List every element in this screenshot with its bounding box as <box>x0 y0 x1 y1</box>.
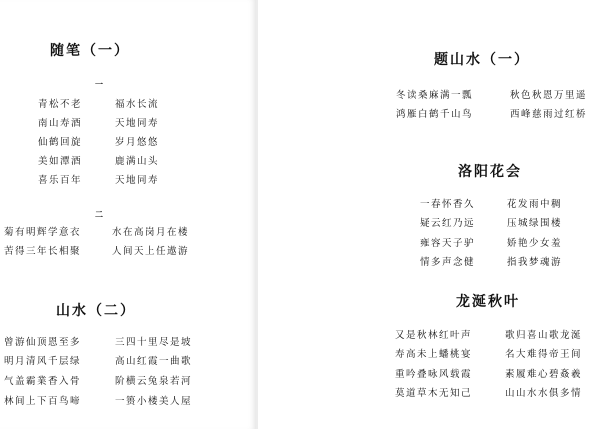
couplet-first-line: 仙鹤回旋 <box>38 137 83 148</box>
section-title-longxian-qiuye: 龙涎秋叶 <box>456 294 520 310</box>
couplet-second-line: 三四十里尽是坡 <box>115 337 193 348</box>
couplet-first-line: 冬读桑麻满一瓢 <box>396 90 474 101</box>
couplet-second-line: 天地同寿 <box>115 118 160 129</box>
couplet-second-line: 歌归喜山歌龙涎 <box>505 330 583 341</box>
couplet-second-line: 福水长流 <box>115 99 160 110</box>
subsection-number-2: 二 <box>95 209 103 219</box>
couplet-first-line: 情多声念健 <box>420 257 476 268</box>
couplet-first-line: 雍容天子驴 <box>420 238 476 249</box>
couplet-second-line: 名大难得帝王间 <box>505 349 583 360</box>
couplet-first-line: 南山寿酒 <box>38 118 83 129</box>
couplet-first-line: 莫道草木无知己 <box>395 388 473 399</box>
couplet-second-line: 素履难心碧姦羲 <box>505 369 583 380</box>
subsection-number-1: 一 <box>95 79 103 89</box>
couplet-second-line: 娇艳少女羞 <box>507 238 563 249</box>
couplet-second-line: 山山水水俱多情 <box>505 388 583 399</box>
couplet-second-line: 西峰慈雨过红桥 <box>510 109 588 120</box>
couplet-first-line: 重吟叠咏风载霞 <box>395 369 473 380</box>
couplet-second-line: 秋色秋恩万里遥 <box>510 90 588 101</box>
couplet-second-line: 天地同寿 <box>115 175 160 186</box>
couplet-second-line: 一篑小楼美人屋 <box>115 396 193 407</box>
couplet-second-line: 高山红霞一曲歌 <box>115 356 193 367</box>
couplet-first-line: 气盖霸業香入骨 <box>4 376 82 387</box>
couplet-second-line: 阶横云兔泉若河 <box>115 376 193 387</box>
couplet-first-line: 美如潭酒 <box>38 156 83 167</box>
couplet-second-line: 岁月悠悠 <box>115 137 160 148</box>
couplet-second-line: 人间天上任遨游 <box>112 246 190 257</box>
right-page <box>258 0 600 429</box>
couplet-second-line: 压城绿围楼 <box>507 218 563 229</box>
left-page <box>0 0 257 429</box>
couplet-first-line: 明月清风千层绿 <box>4 356 82 367</box>
couplet-first-line: 苦得三年长相聚 <box>4 246 82 257</box>
section-title-suibi: 随笔（一） <box>50 43 130 59</box>
couplet-first-line: 寿高未上蟠桃宴 <box>395 349 473 360</box>
couplet-first-line: 曾游仙顶恩至多 <box>4 337 82 348</box>
couplet-first-line: 疑云红乃远 <box>420 218 476 229</box>
section-title-luoyang-huahui: 洛阳花会 <box>458 164 522 180</box>
couplet-first-line: 喜乐百年 <box>38 175 83 186</box>
couplet-second-line: 指我梦魂游 <box>507 257 563 268</box>
section-title-ti-shanshui: 题山水（一） <box>434 52 530 68</box>
couplet-first-line: 青松不老 <box>38 99 83 110</box>
section-title-shanshui: 山水（二） <box>56 303 136 319</box>
couplet-first-line: 一春怀香久 <box>420 199 476 210</box>
couplet-first-line: 菊有明辉学意衣 <box>4 227 82 238</box>
couplet-second-line: 花发雨中稠 <box>507 199 563 210</box>
couplet-second-line: 鹿满山头 <box>115 156 160 167</box>
couplet-second-line: 水在高岗月在楼 <box>112 227 190 238</box>
couplet-first-line: 鸿雁白鹤千山鸟 <box>396 109 474 120</box>
couplet-first-line: 林间上下百鸟啼 <box>4 396 82 407</box>
couplet-first-line: 又是秋林红叶声 <box>395 330 473 341</box>
